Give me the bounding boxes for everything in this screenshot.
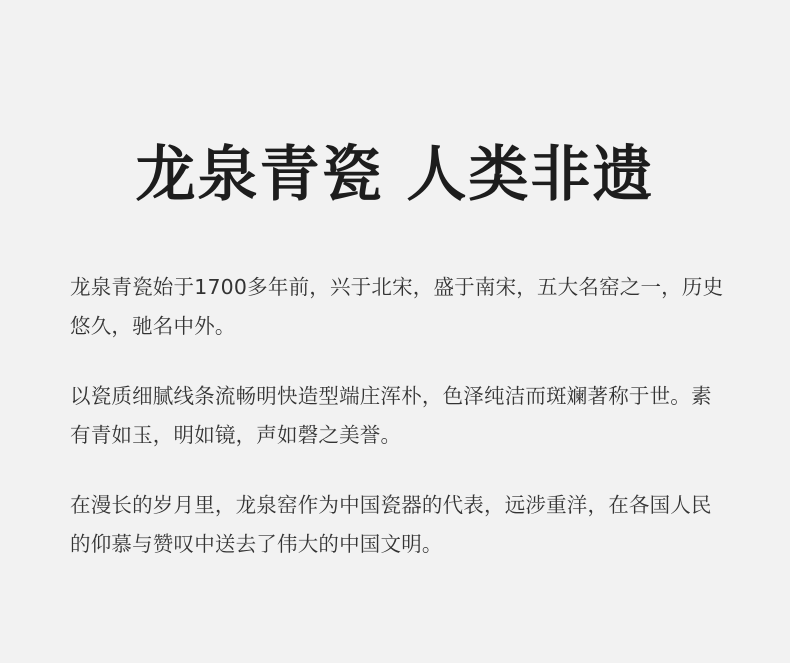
paragraph: 龙泉青瓷始于1700多年前，兴于北宋，盛于南宋，五大名窑之一，历史悠久，驰名中外。 — [70, 275, 724, 338]
paragraph: 在漫长的岁月里，龙泉窑作为中国瓷器的代表，远涉重洋，在各国人民的仰慕与赞叹中送去了伟大的中国文明。 — [70, 493, 712, 556]
page-title: 龙泉青瓷 人类非遗 — [135, 140, 655, 211]
paragraph: 以瓷质细腻线条流畅明快造型端庄浑朴，色泽纯洁而斑斓著称于世。素有青如玉，明如镜，声如磬之美誉。 — [70, 384, 712, 447]
body-text-block — [70, 268, 730, 564]
